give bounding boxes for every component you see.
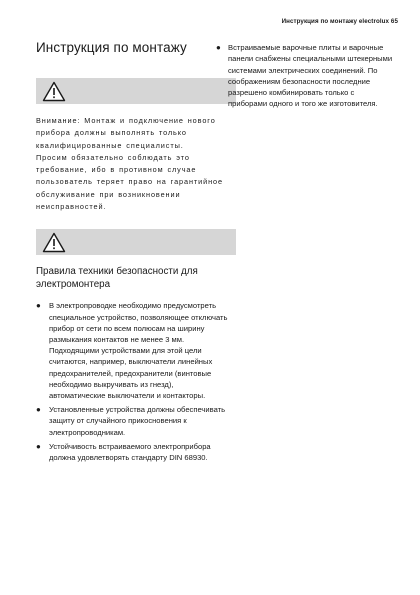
bullet-dot-icon: ● — [36, 301, 41, 311]
list-item — [36, 300, 232, 401]
installation-notice — [36, 115, 232, 213]
bullet-dot-icon: ● — [216, 43, 221, 52]
warning-triangle-icon — [42, 232, 66, 253]
notice-paragraph: Внимание: Монтаж и подключение нового прибора должны выполнять только квалифицированные специалисты. — [36, 116, 216, 150]
list-item-text: Встраиваемые варочные плиты и варочные панели снабжены специальными штекерными системами электрических соединений. По соображениям безопасности последние разрешено комбинировать только с приборами одного и того же изготовителя. — [228, 43, 393, 109]
warning-box — [36, 78, 236, 104]
notice-paragraph: Просим обязательно соблюдать это требование, ибо в противном случае пользователь теряет право на гарантийное обслуживание при возникновении неисправностей. — [36, 152, 223, 212]
list-item-text: В электропроводке необходимо предусмотреть специальное устройство, позволяющее отключать прибор от сети по всем полюсам на ширину размыкания контактов не менее 3 мм. Подходящими устройствами для этой цели считаются, например, выключатели линейных предохранителей, предохранители (винтовые необходимо выкручивать из гнезд), автоматические выключатели и контакторы. — [49, 301, 228, 400]
safety-section-title: Правила техники безопасности для электромонтера — [36, 266, 198, 291]
warning-triangle-icon — [42, 81, 66, 102]
right-column — [216, 42, 394, 113]
warning-box — [36, 229, 236, 255]
list-item — [216, 42, 394, 110]
list-item-text: Установленные устройства должны обеспечивать защиту от случайного прикосновения к электропроводникам. — [49, 405, 226, 437]
running-header: Инструкция по монтажу electrolux 65 — [281, 18, 398, 25]
list-item — [36, 404, 232, 438]
page-title: Инструкция по монтажу — [36, 40, 187, 55]
safety-list — [36, 300, 232, 463]
list-item — [36, 441, 232, 463]
bullet-dot-icon: ● — [36, 441, 41, 451]
bullet-dot-icon: ● — [36, 405, 41, 415]
connection-list — [216, 42, 394, 110]
left-column — [36, 40, 232, 466]
list-item-text: Устойчивость встраиваемого электроприбора должна удовлетворять стандарту DIN 68930. — [49, 441, 211, 463]
